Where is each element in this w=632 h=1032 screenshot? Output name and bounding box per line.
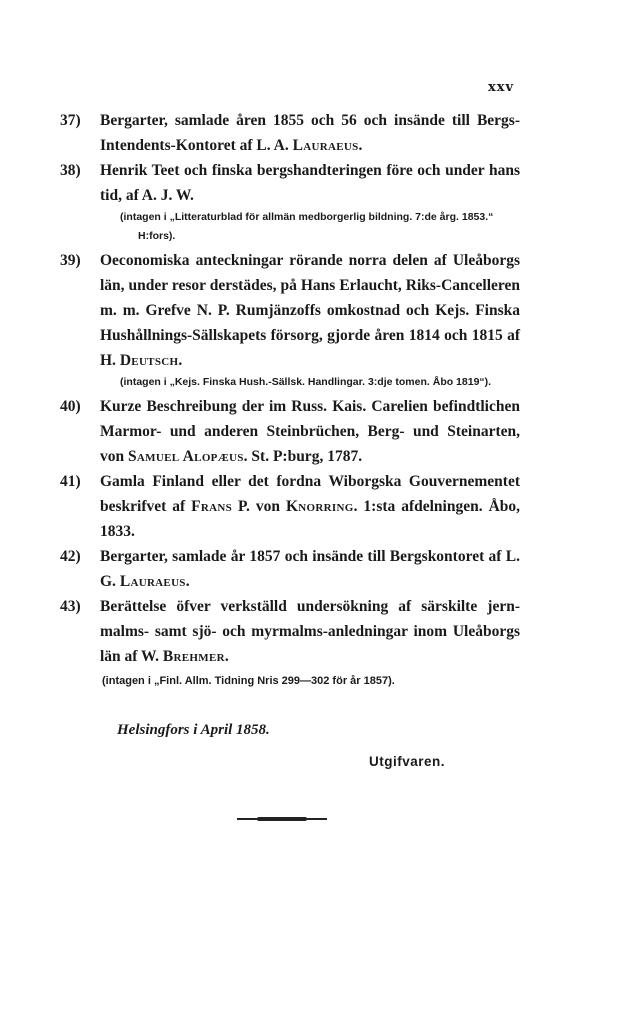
entry-43 [60, 594, 520, 669]
page-number: xxv [487, 80, 514, 95]
dateline: Helsingfors i April 1858. [117, 722, 270, 738]
author-first-name: Frans [191, 498, 233, 515]
decorative-rule [237, 818, 327, 820]
entry-number: 39) [60, 252, 81, 269]
entry-text-end: . [178, 352, 183, 369]
entry-text-end: . [185, 573, 190, 590]
entry-number: 43) [60, 598, 81, 615]
entry-text: Gamla Finland eller det fordna Wiborgska Gouvernementet beskrifvet af [100, 473, 520, 515]
entry-42 [60, 544, 520, 594]
entry-41 [60, 469, 520, 544]
author-surname: Knorring [285, 498, 354, 515]
entry-text: Bergarter, samlade år 1857 och insände till Bergskontoret af L. G. [100, 548, 520, 590]
entry-number: 42) [60, 548, 81, 565]
entry-number: 38) [60, 162, 81, 179]
author-name: Deutsch [119, 352, 179, 369]
closing-note: (intagen i „Finl. Allm. Tidning Nris 299—302 för år 1857). [102, 675, 395, 687]
author-name: Lauraeus [119, 573, 186, 590]
entry-text-end: . [224, 648, 229, 665]
author-name: Samuel Alopæus [128, 448, 244, 465]
signature: Utgifvaren. [369, 754, 446, 769]
entry-note: (intagen i „Kejs. Finska Hush.-Sällsk. Handlingar. 3:dje tomen. Åbo 1819“). [120, 376, 492, 388]
author-name: Lauraeus [292, 137, 359, 154]
entry-number: 40) [60, 398, 81, 415]
author-name: Brehmer [162, 648, 225, 665]
entry-text-end: . [358, 137, 363, 154]
entry-text: Oeconomiska anteckningar rörande norra delen af Uleåborgs län, under resor derstädes, på Hans Erlaucht, Riks-Cancelleren m. m. Grefve N. P. Rumjänzoffs omkostnad och Kejs. Finska Hushållnings-Sällskapets försorg, gjorde åren 1814 och 1815 af H. [100, 252, 520, 369]
entry-40 [60, 394, 520, 469]
entry-38 [60, 158, 520, 208]
entry-39 [60, 248, 520, 373]
entry-37 [60, 108, 520, 158]
entry-text: Berättelse öfver verkställd undersökning af särskilte jern-malms- samt sjö- och myrmalms-anledningar inom Uleåborgs län af W. [100, 598, 520, 665]
entry-text: Bergarter, samlade åren 1855 och 56 och insände till Bergs-Intendents-Kontoret af L. A. [100, 112, 520, 154]
entry-note: (intagen i „Litteraturblad för allmän medborgerlig bildning. 7:de årg. 1853.“ H:fors). [120, 211, 494, 242]
entry-text-middle: P. von [232, 498, 286, 515]
entry-number: 41) [60, 473, 81, 490]
entry-text-end: . 1:sta afdelningen. Åbo, 1833. [100, 498, 521, 540]
entry-number: 37) [60, 112, 81, 129]
entry-text-end: . St. P:burg, 1787. [243, 448, 363, 465]
entry-text: Henrik Teet och finska bergshandteringen före och under hans tid, af A. J. W. [100, 162, 520, 204]
entry-list [60, 108, 520, 687]
entry-text: Kurze Beschreibung der im Russ. Kais. Carelien befindtlichen Marmor- und anderen Steinbrüchen, Berg- und Steinarten, von [100, 398, 520, 465]
